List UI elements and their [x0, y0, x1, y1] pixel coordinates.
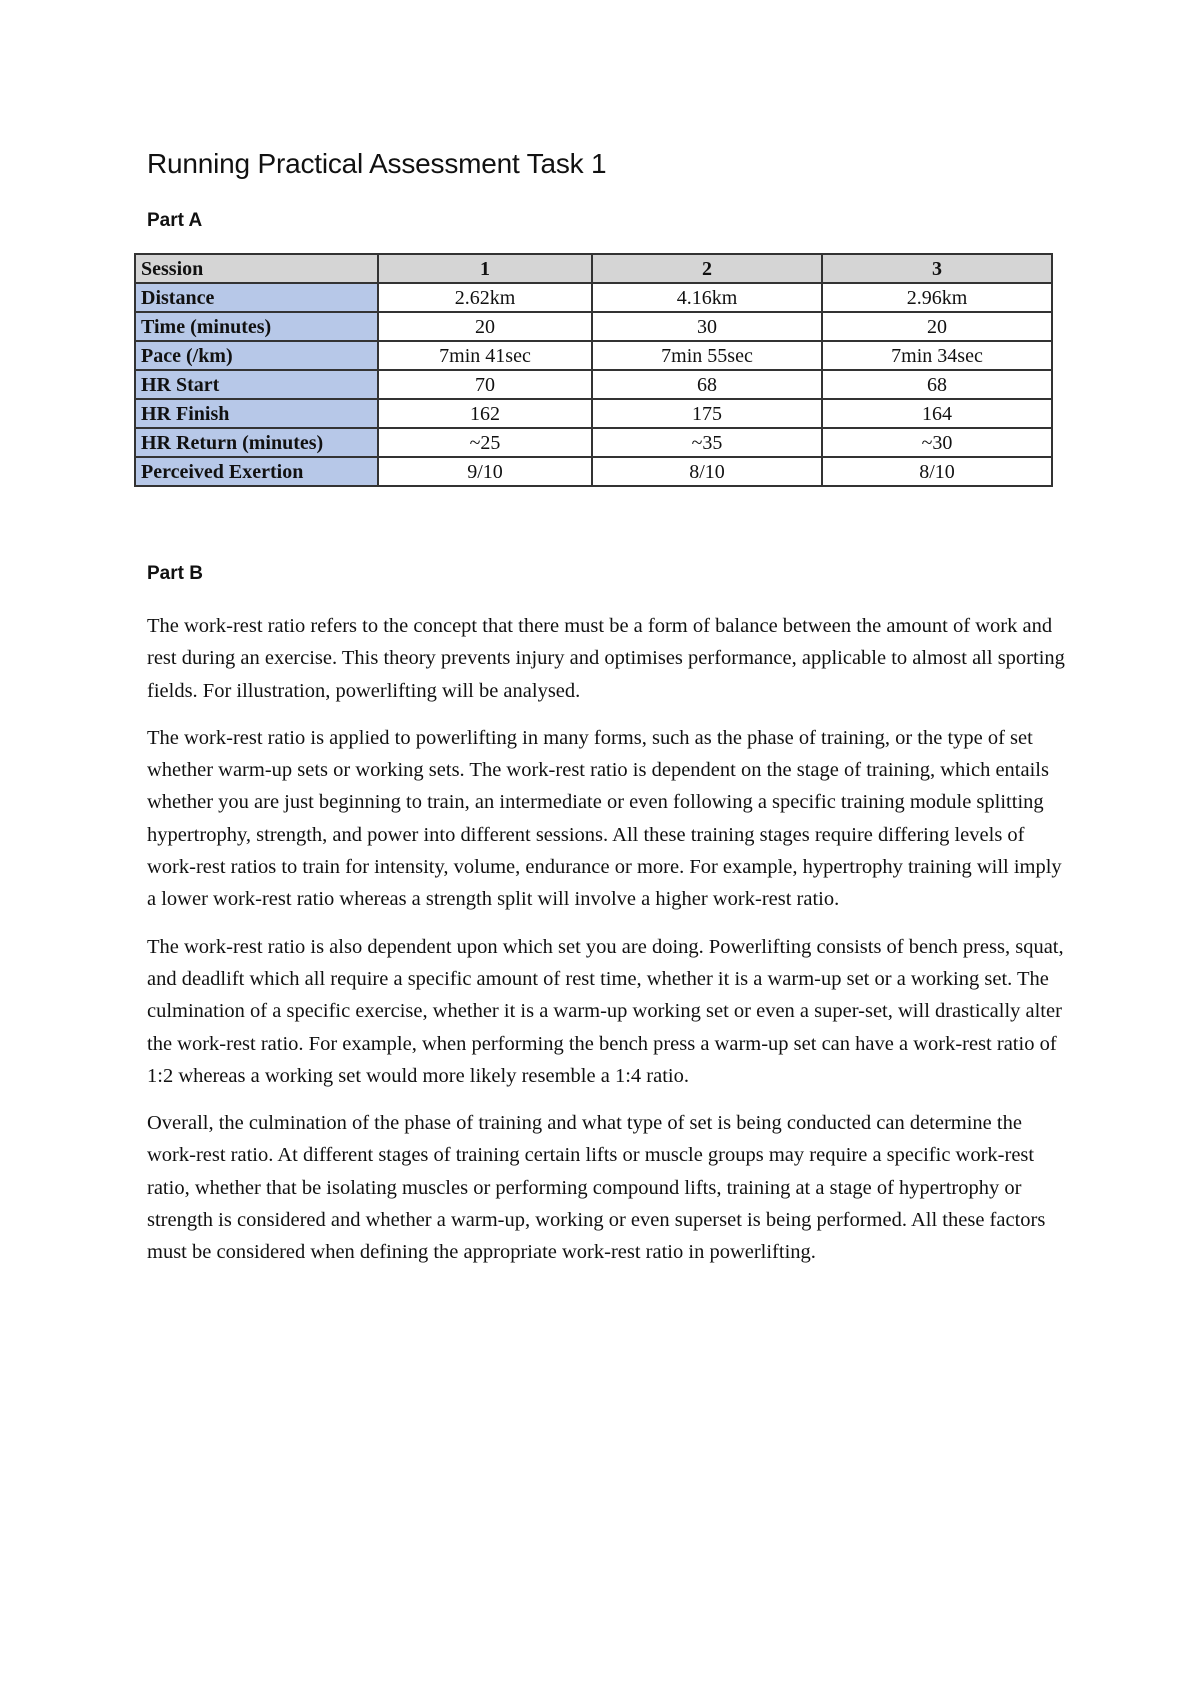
row-label: HR Start	[135, 370, 378, 399]
table-cell: 7min 55sec	[592, 341, 822, 370]
table-cell: 30	[592, 312, 822, 341]
row-label: Distance	[135, 283, 378, 312]
table-cell: 9/10	[378, 457, 592, 486]
table-row	[135, 457, 1052, 486]
table-row	[135, 341, 1052, 370]
row-label: HR Return (minutes)	[135, 428, 378, 457]
document-title: Running Practical Assessment Task 1	[147, 148, 607, 179]
table-header-row	[135, 254, 1052, 283]
row-label: HR Finish	[135, 399, 378, 428]
table-cell: 68	[822, 370, 1052, 399]
paragraph: The work-rest ratio is also dependent upon which set you are doing. Powerlifting consists of bench press, squat, and deadlift which all require a specific amount of rest time, whether it is a warm-up set or a working set. The culmination of a specific exercise, whether it is a warm-up working set or even a super-set, will drastically alter the work-rest ratio. For example, when performing the bench press a warm-up set can have a work-rest ratio of 1:2 whereas a working set would more likely resemble a 1:4 ratio.	[147, 935, 1064, 1087]
table-cell: 7min 41sec	[378, 341, 592, 370]
table-row	[135, 370, 1052, 399]
table-cell: 7min 34sec	[822, 341, 1052, 370]
paragraph: Overall, the culmination of the phase of training and what type of set is being conducted can determine the work-rest ratio. At different stages of training certain lifts or muscle groups may require a specific work-rest ratio, whether that be isolating muscles or performing compound lifts, training at a stage of hypertrophy or strength is considered and whether a warm-up, working or even superset is being performed. All these factors must be considered when defining the appropriate work-rest ratio in powerlifting.	[147, 1112, 1046, 1264]
table-header-cell: 1	[378, 254, 592, 283]
table-cell: 8/10	[592, 457, 822, 486]
table-cell: 162	[378, 399, 592, 428]
table-cell: 8/10	[822, 457, 1052, 486]
table-row	[135, 428, 1052, 457]
table-header-cell: 3	[822, 254, 1052, 283]
row-label: Pace (/km)	[135, 341, 378, 370]
table-cell: 20	[822, 312, 1052, 341]
table-cell: ~25	[378, 428, 592, 457]
table-row	[135, 312, 1052, 341]
part-b-heading: Part B	[147, 563, 203, 584]
row-label: Time (minutes)	[135, 312, 378, 341]
table-cell: 164	[822, 399, 1052, 428]
table-cell: ~30	[822, 428, 1052, 457]
table-cell: 2.62km	[378, 283, 592, 312]
table-cell: 70	[378, 370, 592, 399]
table-row	[135, 399, 1052, 428]
table-row	[135, 283, 1052, 312]
part-a-heading: Part A	[147, 210, 203, 231]
table-cell: ~35	[592, 428, 822, 457]
table-cell: 175	[592, 399, 822, 428]
running-sessions-table	[134, 253, 1053, 487]
table-header-cell: Session	[135, 254, 378, 283]
table-header-cell: 2	[592, 254, 822, 283]
table-cell: 2.96km	[822, 283, 1052, 312]
table-cell: 20	[378, 312, 592, 341]
table-cell: 4.16km	[592, 283, 822, 312]
paragraph: The work-rest ratio is applied to powerlifting in many forms, such as the phase of training, or the type of set whether warm-up sets or working sets. The work-rest ratio is dependent on the stage of training, which entails whether you are just beginning to train, an intermediate or even following a specific training module splitting hypertrophy, strength, and power into different sessions. All these training stages require differing levels of work-rest ratios to train for intensity, volume, endurance or more. For example, hypertrophy training will imply a lower work-rest ratio whereas a strength split will involve a higher work-rest ratio.	[147, 726, 1062, 911]
paragraph: The work-rest ratio refers to the concept that there must be a form of balance between the amount of work and rest during an exercise. This theory prevents injury and optimises performance, applicable to almost all sporting fields. For illustration, powerlifting will be analysed.	[147, 615, 1065, 702]
part-b-body	[147, 610, 1067, 1284]
table-cell: 68	[592, 370, 822, 399]
row-label: Perceived Exertion	[135, 457, 378, 486]
